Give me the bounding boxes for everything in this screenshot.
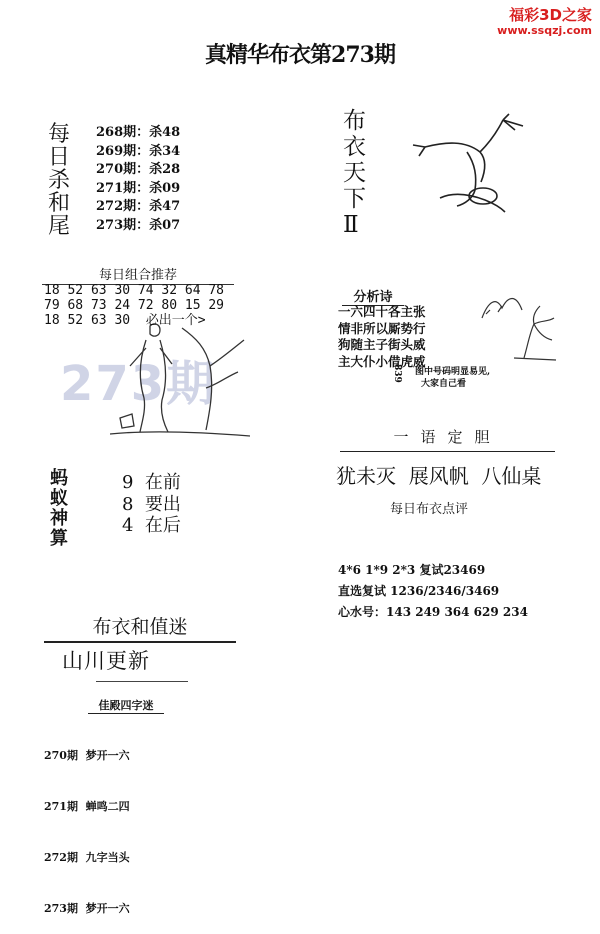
combo-row: 79 68 73 24 72 80 15 29 bbox=[44, 298, 225, 313]
hint-text bbox=[415, 366, 550, 390]
list-item: 273期：杀07 bbox=[96, 217, 181, 233]
number-line: 4*6 1*9 2*3 复试23469 bbox=[338, 563, 486, 577]
tail-list bbox=[96, 121, 180, 232]
list-item: 268期：杀48 bbox=[96, 125, 181, 140]
big-issue-number: 273期 bbox=[60, 356, 217, 412]
yiyu-text: 犹未灭 展风帆 八仙桌 bbox=[336, 464, 542, 488]
poem-line: 狗随主子街头威 bbox=[338, 337, 426, 352]
title-char: 每 bbox=[48, 122, 71, 147]
title-char: 日 bbox=[48, 145, 71, 170]
combo-row: 18 52 63 30 必出一个> bbox=[44, 313, 206, 328]
number-line: 直选复试 1236/2346/3469 bbox=[338, 584, 500, 598]
list-item: 269期：杀34 bbox=[96, 143, 181, 159]
number-line: 心水号：143 249 364 629 234 bbox=[338, 605, 528, 619]
combo-grid bbox=[44, 283, 224, 328]
four-char-title: 佳殿四字迷 bbox=[88, 697, 164, 714]
mayi-list bbox=[122, 468, 181, 536]
title-char: 蚁 bbox=[50, 488, 68, 509]
list-item: 271期：杀09 bbox=[96, 180, 181, 196]
list-item: 270期：杀28 bbox=[96, 162, 181, 177]
list-item: 272期 九字当头 bbox=[44, 851, 130, 864]
list-item: 4 在后 bbox=[122, 515, 181, 536]
combo-row: 18 52 63 30 74 32 64 78 bbox=[44, 283, 225, 298]
title-char: 衣 bbox=[343, 134, 366, 160]
yiyu-title: 一语定胆 bbox=[340, 426, 555, 452]
mountain-sketch bbox=[478, 288, 558, 364]
list-item: 8 要出 bbox=[122, 493, 181, 515]
four-char-list bbox=[44, 713, 130, 934]
hint-line: 图中号码明显易见, bbox=[415, 367, 491, 377]
title-char: 下 bbox=[343, 186, 366, 212]
list-item: 271期 蝉鸣二四 bbox=[44, 800, 130, 813]
hint-line: 大家自己看 bbox=[421, 379, 467, 389]
title-char: 算 bbox=[50, 528, 68, 549]
title-char: 和 bbox=[48, 191, 71, 216]
poem bbox=[338, 304, 426, 370]
title-char: 神 bbox=[50, 508, 68, 529]
divider bbox=[96, 681, 188, 682]
list-item: 9 在前 bbox=[122, 472, 181, 493]
hezhi-title: 布衣和值迷 bbox=[44, 612, 236, 643]
list-item: 270期 梦开一六 bbox=[44, 749, 130, 762]
scholar-illustration bbox=[110, 318, 250, 440]
title-char: 蚂 bbox=[50, 468, 68, 489]
combo-title: 每日组合推荐 bbox=[42, 264, 234, 285]
title-char: 杀 bbox=[48, 168, 71, 193]
title-char: Ⅱ bbox=[343, 212, 359, 238]
title-char: 布 bbox=[343, 108, 366, 134]
poem-line: 主大仆小借虎威 bbox=[338, 353, 426, 369]
watermark-url[interactable]: www.ssqzj.com bbox=[497, 24, 592, 37]
watermark-name: 福彩3D之家 bbox=[509, 6, 592, 24]
poem-title: 分析诗 bbox=[342, 286, 404, 306]
hezhi-text: 山川更新 bbox=[62, 649, 150, 673]
tail-section-title bbox=[48, 124, 70, 239]
bu-yi-title bbox=[343, 110, 366, 240]
title-char: 天 bbox=[343, 160, 366, 186]
hint-side-number: 839 bbox=[392, 364, 402, 383]
number-lines bbox=[338, 560, 528, 623]
page-title: 真精华布衣第273期 bbox=[205, 42, 395, 68]
poem-line: 一六四十各主张 bbox=[338, 304, 426, 319]
poem-line: 情非所以厮势行 bbox=[338, 320, 426, 336]
mayi-title bbox=[50, 470, 68, 550]
daily-comment: 每日布衣点评 bbox=[390, 502, 469, 517]
list-item: 273期 梦开一六 bbox=[44, 902, 130, 915]
list-item: 272期：杀47 bbox=[96, 199, 181, 214]
sketch-illustration bbox=[405, 112, 535, 217]
title-char: 尾 bbox=[48, 214, 71, 239]
